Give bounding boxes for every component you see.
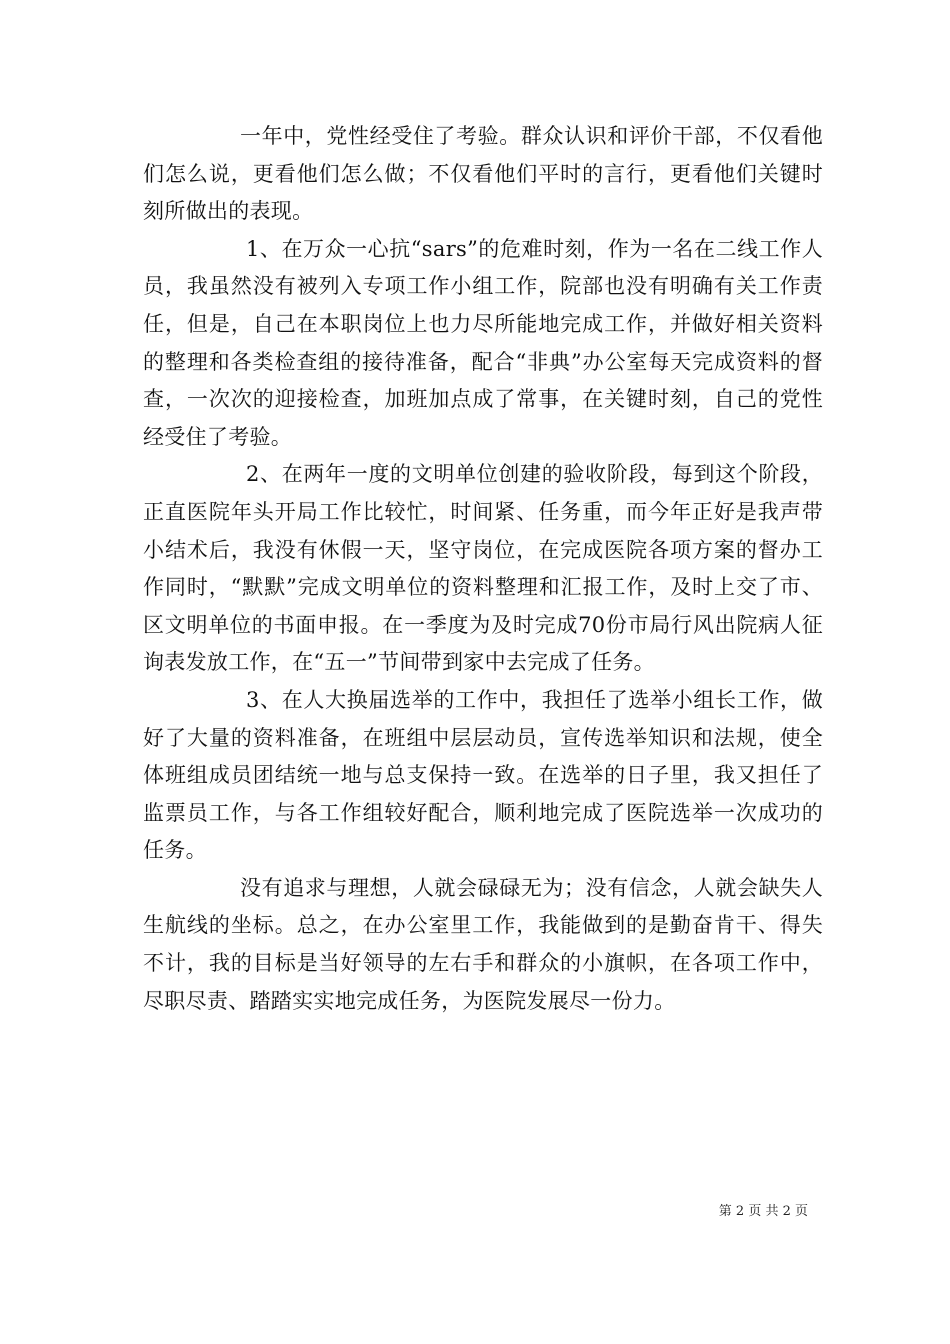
document-body <box>143 118 823 1020</box>
paragraph-item-3: 3、在人大换届选举的工作中，我担任了选举小组长工作，做好了大量的资料准备，在班组中层层动员，宣传选举知识和法规，使全体班组成员团结统一地与总支保持一致。在选举的日子里，我又担任了监票员工作，与各工作组较好配合，顺利地完成了医院选举一次成功的任务。 <box>143 687 823 863</box>
paragraph-conclusion: 没有追求与理想，人就会碌碌无为；没有信念，人就会缺失人生航线的坐标。总之，在办公室里工作，我能做到的是勤奋肯干、得失不计，我的目标是当好领导的左右手和群众的小旗帜，在各项工作中，尽职尽责、踏踏实实地完成任务，为医院发展尽一份力。 <box>143 875 823 1013</box>
paragraph-item-1: 1、在万众一心抗“sars”的危难时刻，作为一名在二线工作人员，我虽然没有被列入专项工作小组工作，院部也没有明确有关工作责任，但是，自己在本职岗位上也力尽所能地完成工作，并做好相关资料的整理和各类检查组的接待准备，配合“非典”办公室每天完成资料的督查，一次次的迎接检查，加班加点成了常事，在关键时刻，自己的党性经受住了考验。 <box>143 236 823 449</box>
paragraph-item-2: 2、在两年一度的文明单位创建的验收阶段，每到这个阶段，正直医院年头开局工作比较忙，时间紧、任务重，而今年正好是我声带小结术后，我没有休假一天，坚守岗位，在完成医院各项方案的督办工作同时，“默默”完成文明单位的资料整理和汇报工作，及时上交了市、区文明单位的书面申报。在一季度为及时完成70份市局行风出院病人征询表发放工作，在“五一”节间带到家中去完成了任务。 <box>143 462 823 675</box>
paragraph-intro: 一年中，党性经受住了考验。群众认识和评价干部，不仅看他们怎么说，更看他们怎么做；不仅看他们平时的言行，更看他们关键时刻所做出的表现。 <box>143 124 823 224</box>
page-number-footer: 第 2 页 共 2 页 <box>718 1204 808 1219</box>
